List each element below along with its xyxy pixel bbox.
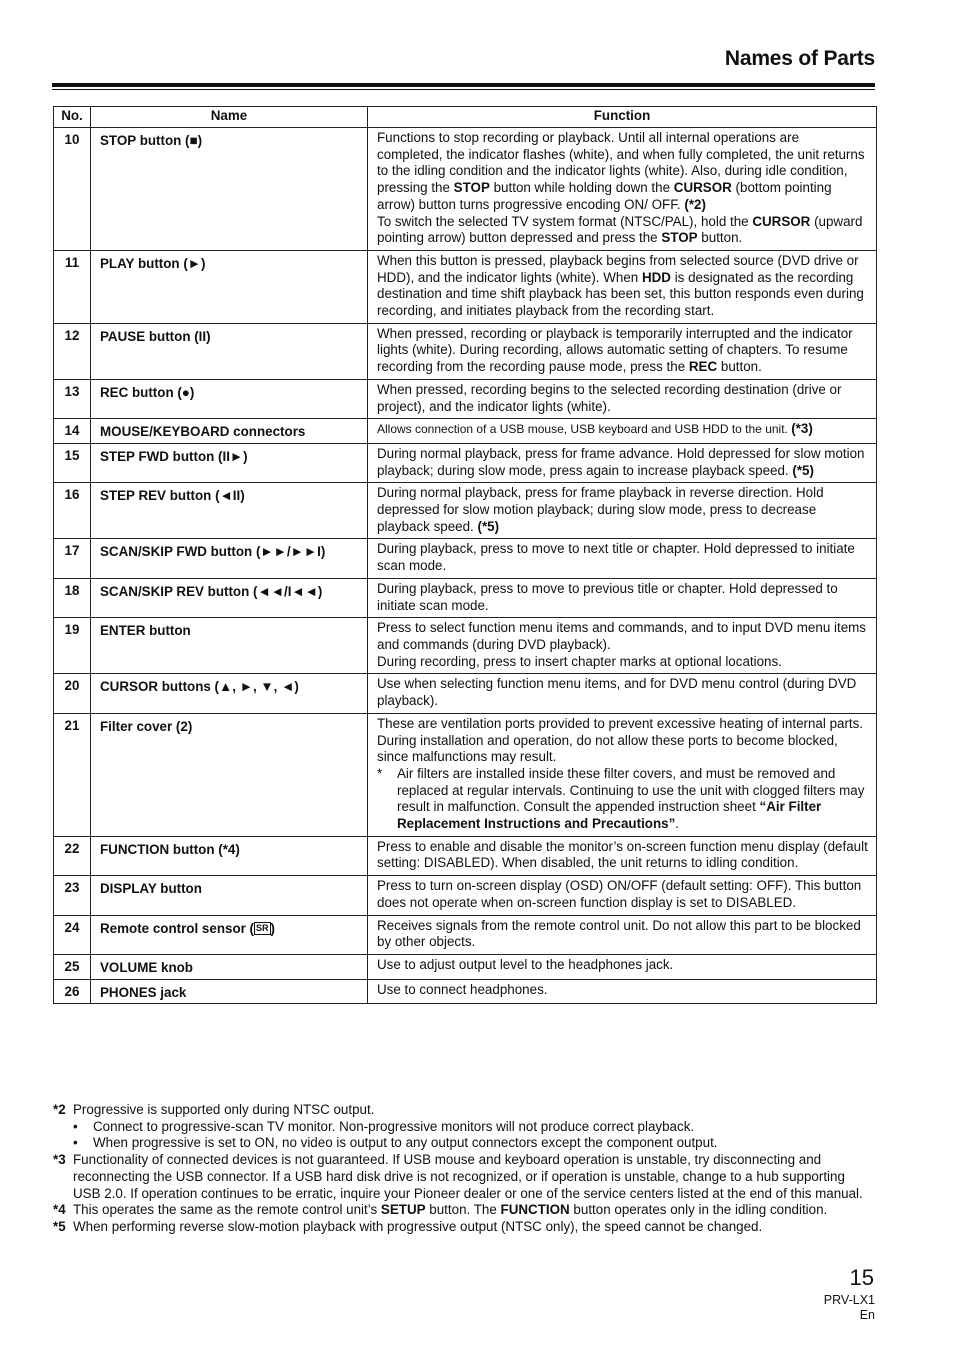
table-row bbox=[54, 250, 877, 323]
footnote-2-bullet: • Connect to progressive-scan TV monitor. Non-progressive monitors will not produce correct playback. bbox=[73, 1118, 695, 1134]
part-name: FUNCTION button (*4) bbox=[91, 836, 368, 875]
part-name: SCAN/SKIP REV button (◄◄/I◄◄) bbox=[91, 578, 368, 617]
part-name: MOUSE/KEYBOARD connectors bbox=[91, 419, 368, 444]
part-function: When pressed, recording begins to the selected recording destination (drive or project), and the indicator lights (white). bbox=[368, 379, 877, 418]
model-name: PRV-LX1 bbox=[823, 1293, 875, 1307]
part-function: When this button is pressed, playback begins from selected source (DVD drive or HDD), and the indicator lights (white). When HDD is designated as the recording destination and time shift playback has been set, this button responds even during recording, and initiates playback from the recording start. bbox=[368, 250, 877, 323]
part-name: DISPLAY button bbox=[91, 876, 368, 915]
footnote-4: *4 This operates the same as the remote control unit’s SETUP button. The FUNCTION button operates only in the idling condition. bbox=[53, 1202, 828, 1218]
footnote-2-bullet: • When progressive is set to ON, no video is output to any output connectors except the component output. bbox=[73, 1135, 718, 1151]
row-number: 23 bbox=[54, 876, 91, 915]
footnote-2: *2 Progressive is supported only during NTSC output. bbox=[53, 1102, 375, 1117]
table-row bbox=[54, 578, 877, 617]
part-name: PLAY button (►) bbox=[91, 250, 368, 323]
part-name: STEP REV button (◄II) bbox=[91, 483, 368, 539]
row-number: 24 bbox=[54, 915, 91, 954]
part-function: Press to enable and disable the monitor’s on-screen function menu display (default setting: DISABLED). When disabled, the unit returns to idling condition. bbox=[368, 836, 877, 875]
language-code: En bbox=[859, 1308, 875, 1322]
table-row bbox=[54, 379, 877, 418]
footnote-3: *3 Functionality of connected devices is not guaranteed. If USB mouse and keyboard operation is unstable, try disconnecting and reconnecting the USB connector. If a USB hard disk drive is not recognized, or if operation is unstable, change to a hub supporting USB 2.0. If operation continues to be erratic, inquire your Pioneer dealer or one of the service centers listed at the end of this manual. bbox=[53, 1152, 863, 1201]
part-name: PAUSE button (II) bbox=[91, 323, 368, 379]
table-row bbox=[54, 954, 877, 979]
row-number: 13 bbox=[54, 379, 91, 418]
remote-sensor-icon: SR bbox=[256, 923, 269, 934]
table-header-row bbox=[54, 107, 877, 128]
part-name: REC button (●) bbox=[91, 379, 368, 418]
table-row bbox=[54, 915, 877, 954]
part-function: During normal playback, press for frame playback in reverse direction. Hold depressed for slow motion playback; during slow mode, press to decrease playback speed. (*5) bbox=[368, 483, 877, 539]
part-function: Press to select function menu items and commands, and to input DVD menu items and commands (during DVD playback). During recording, press to insert chapter marks at optional locations. bbox=[368, 618, 877, 674]
row-number: 12 bbox=[54, 323, 91, 379]
part-function: These are ventilation ports provided to prevent excessive heating of internal parts. During installation and operation, do not allow these ports to become blocked, since malfunctions may result. * Air filters are installed inside these filter covers, and must be removed and replaced at regular intervals. Continuing to use the unit with clogged filters may result in malfunction. Consult the appended instruction sheet “Air Filter Replacement Instructions and Precautions”. bbox=[368, 713, 877, 836]
column-header-name: Name bbox=[91, 107, 368, 128]
part-name: ENTER button bbox=[91, 618, 368, 674]
part-name: Remote control sensor ( SR ) bbox=[91, 915, 368, 954]
header-rule-thick bbox=[52, 83, 875, 87]
table-row bbox=[54, 323, 877, 379]
part-function: During playback, press to move to previous title or chapter. Hold depressed to initiate scan mode. bbox=[368, 578, 877, 617]
part-function: Use to connect headphones. bbox=[368, 979, 877, 1004]
footnotes bbox=[53, 1102, 876, 1236]
part-function: During playback, press to move to next title or chapter. Hold depressed to initiate scan mode. bbox=[368, 539, 877, 578]
part-name: CURSOR buttons (▲, ►, ▼, ◄) bbox=[91, 674, 368, 713]
table-row bbox=[54, 618, 877, 674]
part-function: Allows connection of a USB mouse, USB keyboard and USB HDD to the unit. (*3) bbox=[368, 419, 877, 444]
part-function: Press to turn on-screen display (OSD) ON/OFF (default setting: OFF). This button does not operate when on-screen function display is set to DISABLED. bbox=[368, 876, 877, 915]
table-row bbox=[54, 979, 877, 1004]
table-row bbox=[54, 483, 877, 539]
table-row bbox=[54, 539, 877, 578]
column-header-function: Function bbox=[368, 107, 877, 128]
table-row bbox=[54, 836, 877, 875]
row-number: 14 bbox=[54, 419, 91, 444]
parts-table bbox=[53, 106, 877, 1004]
table-row bbox=[54, 443, 877, 482]
part-name: VOLUME knob bbox=[91, 954, 368, 979]
row-number: 11 bbox=[54, 250, 91, 323]
part-function: Use when selecting function menu items, and for DVD menu control (during DVD playback). bbox=[368, 674, 877, 713]
part-name: SCAN/SKIP FWD button (►►/►►I) bbox=[91, 539, 368, 578]
row-number: 10 bbox=[54, 128, 91, 251]
row-number: 26 bbox=[54, 979, 91, 1004]
row-number: 21 bbox=[54, 713, 91, 836]
part-function: When pressed, recording or playback is temporarily interrupted and the indicator lights (white). During recording, allows automatic setting of chapters. To resume recording from the recording pause mode, press the REC button. bbox=[368, 323, 877, 379]
footnote-5: *5 When performing reverse slow-motion playback with progressive output (NTSC only), the speed cannot be changed. bbox=[53, 1218, 763, 1234]
part-name: PHONES jack bbox=[91, 979, 368, 1004]
header-rule-thin bbox=[52, 89, 875, 90]
row-number: 15 bbox=[54, 443, 91, 482]
part-name: STEP FWD button (II►) bbox=[91, 443, 368, 482]
model-label bbox=[824, 1293, 875, 1323]
row-number: 17 bbox=[54, 539, 91, 578]
column-header-no: No. bbox=[54, 107, 91, 128]
table-row bbox=[54, 674, 877, 713]
row-number: 19 bbox=[54, 618, 91, 674]
row-number: 20 bbox=[54, 674, 91, 713]
table-row bbox=[54, 713, 877, 836]
row-number: 18 bbox=[54, 578, 91, 617]
filter-note: * Air filters are installed inside these filter covers, and must be removed and replaced at regular intervals. Continuing to use the unit with clogged filters may result in malfunction. Consult the appended instruction sheet “Air Filter Replacement Instructions and Precautions”. bbox=[377, 765, 865, 832]
table-row bbox=[54, 876, 877, 915]
row-number: 25 bbox=[54, 954, 91, 979]
row-number: 22 bbox=[54, 836, 91, 875]
part-function: Functions to stop recording or playback. Until all internal operations are completed, the indicator flashes (white), and when fully completed, the unit returns to the idling condition and the indicator lights (white). Also, during idle condition, pressing the STOP button while holding down the CURSOR (bottom pointing arrow) button turns progressive encoding ON/ OFF. (*2) To switch the selected TV system format (NTSC/PAL), hold the CURSOR (upward pointing arrow) button depressed and press the STOP button. bbox=[368, 128, 877, 251]
part-name: STOP button (■) bbox=[91, 128, 368, 251]
part-name: Filter cover (2) bbox=[91, 713, 368, 836]
part-function: During normal playback, press for frame advance. Hold depressed for slow motion playback; during slow mode, press again to increase playback speed. (*5) bbox=[368, 443, 877, 482]
row-number: 16 bbox=[54, 483, 91, 539]
part-function: Use to adjust output level to the headphones jack. bbox=[368, 954, 877, 979]
page-number: 15 bbox=[849, 1265, 874, 1290]
table-row bbox=[54, 419, 877, 444]
part-function: Receives signals from the remote control unit. Do not allow this part to be blocked by other objects. bbox=[368, 915, 877, 954]
page-title: Names of Parts bbox=[724, 47, 875, 70]
table-row bbox=[54, 128, 877, 251]
